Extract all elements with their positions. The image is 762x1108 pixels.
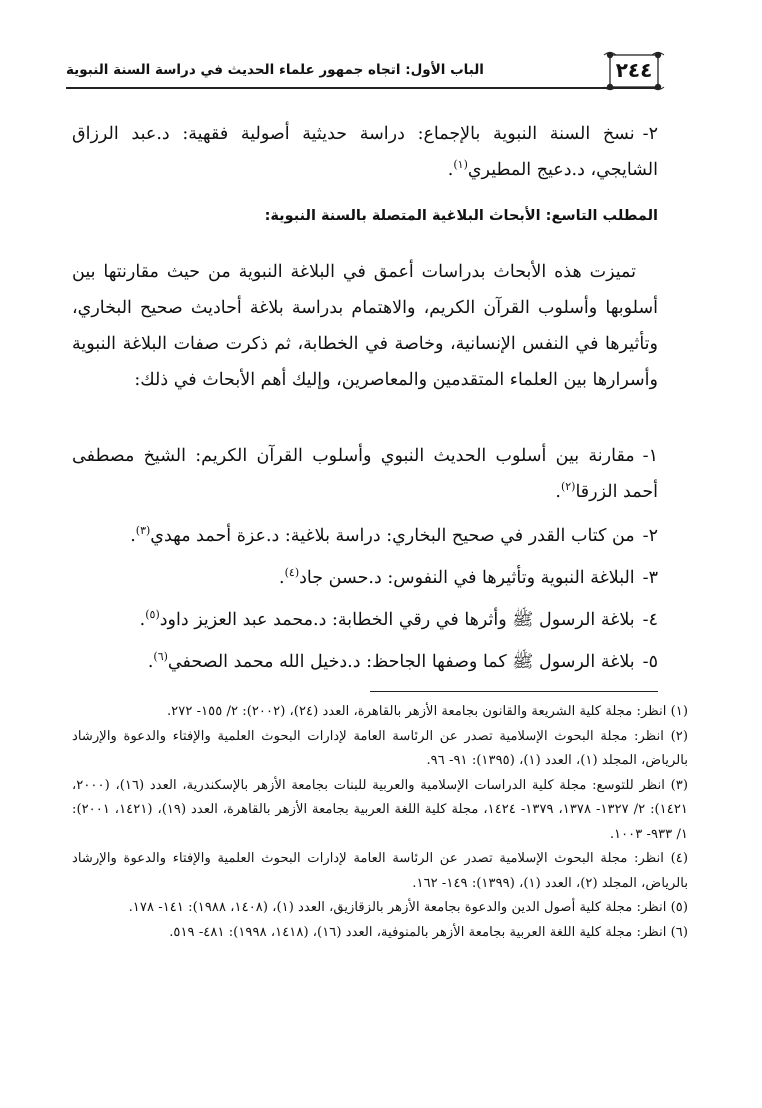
footnote: (٣) انظر للتوسع: مجلة كلية الدراسات الإسلامية والعربية للبنات بجامعة الأزهر بالإسكندرية، العدد (١٦)، (٢٠٠٠، ١٤٢١): ٢/ ١٣٢٧- ١٣٧٨، ١٣٧٩- ١٤٢٤، مجلة كلية اللغة العربية بجامعة الأزهر بالقاهرة، العدد (١٩)، (١٤٢١، ٢٠٠١): ١/ ٩٣٣- ١٠٠٣.	[72, 777, 689, 842]
item-number: ٢-	[642, 124, 658, 144]
item-text: بلاغة الرسول ﷺ وأثرها في رقي الخطابة: د.محمد عبد العزيز داود	[159, 610, 635, 630]
intro-paragraph: تميزت هذه الأبحاث بدراسات أعمق في البلاغة النبوية من حيث مقارنتها بين أسلوبها وأسلوب القرآن الكريم، والاهتمام بدراسة بلاغة أحاديث صحيح البخاري، وتأثيرها في النفس الإنسانية، وخاصة في الخطابة، ثم ذكرت صفات البلاغة النبوية وأسرارها بين العلماء المتقدمين والمعاصرين، وإليك أهم الأبحاث في ذلك:	[72, 262, 658, 390]
item-end: .	[447, 160, 454, 180]
list-item	[72, 602, 658, 638]
page-number: ٢٤٤	[615, 58, 653, 82]
list-item	[72, 560, 658, 596]
footnote-ref: (٤)	[284, 566, 300, 580]
item-end: .	[555, 482, 561, 502]
footnote: (٤) انظر: مجلة البحوث الإسلامية تصدر عن الرئاسة العامة لإدارات البحوث العلمية والإفتاء والدعوة والإرشاد بالرياض، المجلد (٢)، العدد (١)، (١٣٩٩): ١٤٩- ١٦٢.	[72, 851, 688, 891]
item-text: مقارنة بين أسلوب الحديث النبوي وأسلوب القرآن الكريم: الشيخ مصطفى أحمد الزرقا	[72, 446, 658, 502]
item-number: ١-	[642, 446, 658, 466]
list-item	[72, 644, 658, 680]
header-title: الباب الأول: اتجاه جمهور علماء الحديث في دراسة السنة النبوية	[66, 62, 484, 78]
footnote-ref: (١)	[453, 158, 468, 172]
item-end: .	[139, 610, 146, 630]
list-item	[72, 518, 658, 554]
header-divider	[66, 87, 658, 89]
item-number: ٣-	[642, 568, 658, 588]
footnote-ref: (٦)	[153, 650, 168, 664]
footnote: (١) انظر: مجلة كلية الشريعة والقانون بجامعة الأزهر بالقاهرة، العدد (٢٤)، (٢٠٠٢): ٢/ ١٥٥- ٢٧٢.	[166, 704, 688, 719]
item-text: نسخ السنة النبوية بالإجماع: دراسة حديثية أصولية فقهية: د.عبد الرزاق الشايجي، د.دعيج المطيري	[72, 124, 658, 180]
item-text: البلاغة النبوية وتأثيرها في النفوس: د.حسن جاد	[299, 568, 635, 588]
list-item	[72, 116, 658, 188]
footnote: (٢) انظر: مجلة البحوث الإسلامية تصدر عن الرئاسة العامة لإدارات البحوث العلمية والإفتاء والدعوة والإرشاد بالرياض، المجلد (١)، العدد (١)، (١٣٩٥): ٩١- ٩٦.	[72, 728, 688, 768]
item-end: .	[130, 526, 136, 546]
footnote-ref: (٢)	[560, 480, 576, 494]
item-text: بلاغة الرسول ﷺ كما وصفها الجاحظ: د.دخيل الله محمد الصحفي	[167, 652, 635, 672]
item-number: ٥-	[642, 652, 658, 672]
item-number: ٢-	[642, 526, 658, 546]
item-end: .	[147, 652, 154, 672]
item-text: من كتاب القدر في صحيح البخاري: دراسة بلاغية: د.عزة أحمد مهدي	[150, 526, 635, 546]
footnote: (٦) انظر: مجلة كلية اللغة العربية بجامعة الأزهر بالمنوفية، العدد (١٦)، (١٤١٨، ١٩٩٨): ٤٨١- ٥١٩.	[169, 924, 688, 940]
list-item	[72, 438, 658, 510]
running-header	[66, 56, 658, 90]
footnotes	[72, 700, 688, 945]
footnote-ref: (٥)	[145, 608, 160, 622]
footnote: (٥) انظر: مجلة كلية أصول الدين والدعوة بجامعة الأزهر بالزقازيق، العدد (١)، (١٤٠٨، ١٩٨٨): ١٤١- ١٧٨.	[128, 900, 688, 915]
item-end: .	[279, 568, 285, 588]
footnote-ref: (٣)	[135, 524, 151, 538]
footnote-divider	[370, 691, 658, 692]
section-heading: المطلب التاسع: الأبحاث البلاغية المتصلة بالسنة النبوية:	[264, 208, 658, 224]
item-number: ٤-	[642, 610, 658, 630]
